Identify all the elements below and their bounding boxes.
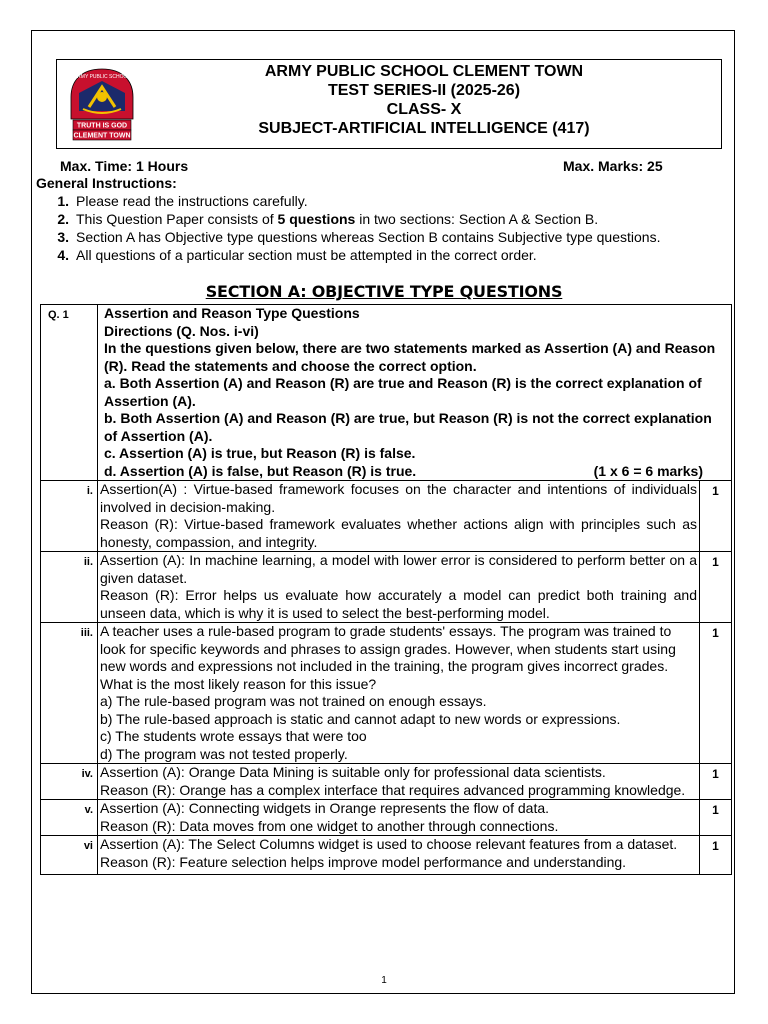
question-text bbox=[98, 623, 700, 764]
instruction-item bbox=[40, 210, 730, 228]
question-number: ii. bbox=[41, 552, 98, 623]
question-table bbox=[40, 304, 732, 875]
q1-option-a: a. Both Assertion (A) and Reason (R) are true and Reason (R) is the correct explanation of Assertion (A). bbox=[104, 375, 702, 409]
instruction-number: 3. bbox=[57, 229, 69, 245]
q1-title: Assertion and Reason Type Questions bbox=[104, 305, 360, 321]
school-logo bbox=[67, 67, 137, 142]
instruction-number: 2. bbox=[57, 211, 69, 227]
question-text bbox=[98, 836, 700, 875]
max-time: Max. Time: 1 Hours bbox=[60, 158, 189, 174]
question-line: Reason (R): Feature selection helps improve model performance and understanding. bbox=[100, 853, 627, 870]
subject-name: SUBJECT-ARTIFICIAL INTELLIGENCE (417) bbox=[258, 120, 590, 137]
question-line: a) The rule-based program was not trained on enough essays. bbox=[100, 693, 487, 709]
q1-option-d: d. Assertion (A) is false, but Reason (R) is true. bbox=[104, 462, 417, 479]
question-mark: 1 bbox=[699, 481, 731, 552]
question-line: Assertion (A): Orange Data Mining is suitable only for professional data scientists. bbox=[100, 764, 606, 780]
question-mark: 1 bbox=[699, 764, 731, 800]
question-mark: 1 bbox=[699, 623, 731, 764]
section-title: SECTION A: OBJECTIVE TYPE QUESTIONS bbox=[205, 282, 563, 301]
instruction-text: All questions of a particular section must be attempted in the correct order. bbox=[76, 247, 537, 263]
instruction-text: Please read the instructions carefully. bbox=[76, 193, 308, 209]
q1-intro: In the questions given below, there are two statements marked as Assertion (A) and Reason (R). Read the statements and choose the correct option. bbox=[104, 340, 716, 374]
question-text bbox=[98, 800, 700, 836]
question-line: d) The program was not tested properly. bbox=[100, 745, 348, 762]
table-row bbox=[41, 623, 732, 764]
instructions-list bbox=[40, 192, 730, 264]
question-number: iii. bbox=[41, 623, 98, 764]
question-number: v. bbox=[41, 800, 98, 836]
school-name: ARMY PUBLIC SCHOOL CLEMENT TOWN bbox=[264, 63, 584, 80]
table-row bbox=[41, 481, 732, 552]
logo-motto: TRUTH IS GOD bbox=[76, 122, 128, 130]
table-row bbox=[41, 305, 732, 481]
question-line: Reason (R): Data moves from one widget to another through connections. bbox=[100, 817, 559, 834]
question-mark: 1 bbox=[699, 552, 731, 623]
instruction-number: 1. bbox=[57, 193, 69, 209]
table-row bbox=[41, 800, 732, 836]
instruction-text: This Question Paper consists of 5 questions in two sections: Section A & Section B. bbox=[76, 211, 599, 227]
question-line: Reason (R): Orange has a complex interface that requires advanced programming knowledge. bbox=[100, 781, 686, 798]
question-mark: 1 bbox=[699, 800, 731, 836]
question-line: b) The rule-based approach is static and cannot adapt to new words or expressions. bbox=[100, 710, 621, 727]
header-box bbox=[56, 59, 722, 149]
table-row bbox=[41, 764, 732, 800]
logo-top-text: ARMY PUBLIC SCHOOL bbox=[73, 74, 131, 80]
question-number: i. bbox=[41, 481, 98, 552]
question-line: Assertion (A): Connecting widgets in Orange represents the flow of data. bbox=[100, 800, 550, 816]
q1-directions: Directions (Q. Nos. i-vi) bbox=[104, 322, 259, 339]
question-line: Assertion (A): In machine learning, a model with lower error is considered to perform better on a given dataset. bbox=[100, 552, 697, 586]
question-text bbox=[98, 764, 700, 800]
question-line: Assertion (A): The Select Columns widget is used to choose relevant features from a dataset. bbox=[100, 836, 678, 852]
question-number: vi bbox=[41, 836, 98, 875]
question-line: c) The students wrote essays that were too bbox=[100, 728, 367, 744]
q1-marks: (1 x 6 = 6 marks) bbox=[593, 462, 703, 479]
instruction-text: Section A has Objective type questions whereas Section B contains Subjective type questions. bbox=[76, 229, 661, 245]
question-line: Reason (R): Error helps us evaluate how accurately a model can predict both training and unseen data, which is why it is used to select the best-performing model. bbox=[100, 587, 697, 621]
instruction-number: 4. bbox=[57, 247, 69, 263]
table-row bbox=[41, 552, 732, 623]
question-line: Reason (R): Virtue-based framework evaluates whether actions align with principles such as honesty, compassion, and integrity. bbox=[100, 516, 697, 550]
general-instructions-heading: General Instructions: bbox=[36, 175, 177, 191]
class-name: CLASS- X bbox=[386, 101, 462, 118]
q1-option-c: c. Assertion (A) is true, but Reason (R) is false. bbox=[104, 445, 416, 461]
question-text bbox=[98, 552, 700, 623]
q1-instructions bbox=[98, 305, 732, 481]
question-text bbox=[98, 481, 700, 552]
page-number: 1 bbox=[381, 975, 387, 986]
question-line: Assertion(A) : Virtue-based framework focuses on the character and intentions of individuals involved in decision-making. bbox=[100, 481, 697, 515]
instruction-item bbox=[40, 192, 730, 210]
question-number: iv. bbox=[41, 764, 98, 800]
test-series: TEST SERIES-II (2025-26) bbox=[327, 82, 521, 99]
q1-option-b: b. Both Assertion (A) and Reason (R) are true, but Reason (R) is not the correct explanation of Assertion (A). bbox=[104, 410, 712, 444]
instruction-item bbox=[40, 246, 730, 264]
question-number: Q. 1 bbox=[41, 305, 98, 481]
max-marks: Max. Marks: 25 bbox=[563, 158, 663, 174]
question-line: What is the most likely reason for this issue? bbox=[100, 675, 377, 692]
question-line: A teacher uses a rule-based program to grade students' essays. The program was trained to look for specific keywords and phrases to assign grades. However, when students start using new words and expressions not included in the training, the program gives incorrect grades. bbox=[100, 623, 676, 674]
table-row bbox=[41, 836, 732, 875]
instruction-item bbox=[40, 228, 730, 246]
question-mark: 1 bbox=[699, 836, 731, 875]
logo-place: CLEMENT TOWN bbox=[73, 132, 131, 140]
